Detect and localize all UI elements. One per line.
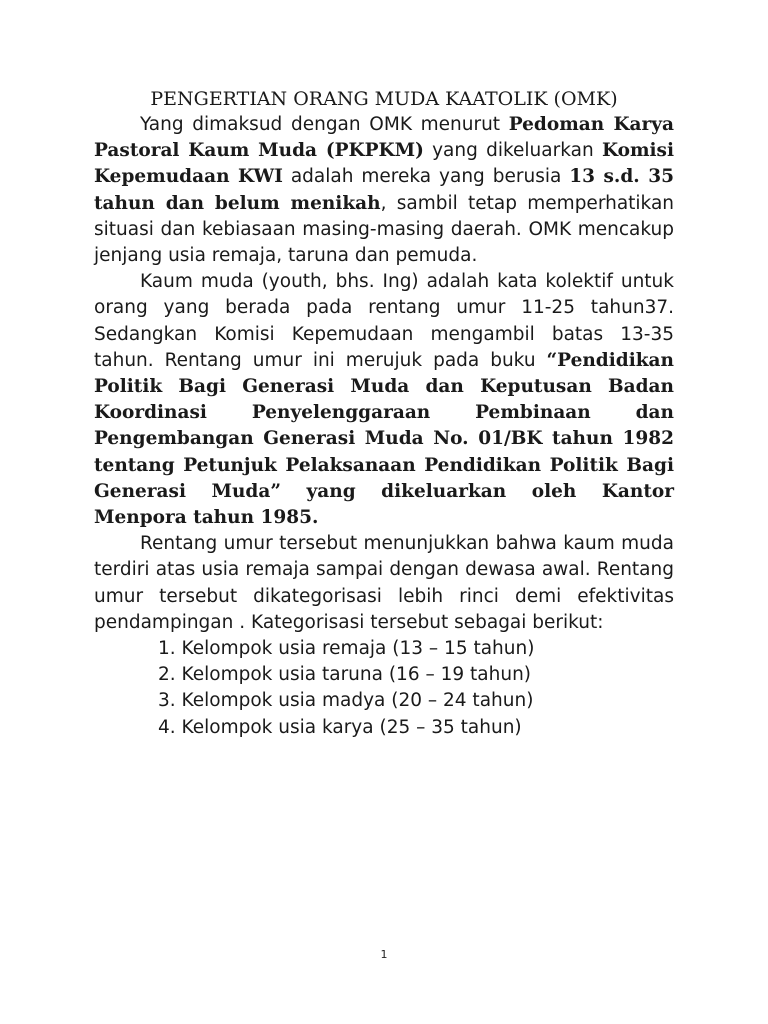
paragraph-age-range: Rentang umur tersebut menunjukkan bahwa kaum muda terdiri atas usia remaja sampai dengan dewasa awal. Rentang umur tersebut dikategorisasi lebih rinci demi efektivitas pendampingan . Kategorisasi tersebut sebagai berikut: xyxy=(94,533,674,633)
list-item: 1. Kelompok usia remaja (13 – 15 tahun) xyxy=(158,638,535,660)
bold-text-pkpkm: Pedoman Karya Pastoral Kaum Muda (PKPKM) xyxy=(94,114,674,162)
bold-text-book-reference: “Pendidikan Politik Bagi Generasi Muda dan Keputusan Badan Koordinasi Penyelenggaraan Pembinaan dan Pengembangan Generasi Muda No. 01/BK tahun 1982 tentang Petunjuk Pelaksanaan Pendidikan Politik Bagi Generasi Muda” yang dikeluarkan oleh Kantor Menpora tahun 1985. xyxy=(94,349,674,529)
page-number: 1 xyxy=(380,948,388,961)
list-item: 4. Kelompok usia karya (25 – 35 tahun) xyxy=(158,716,522,738)
document-title: PENGERTIAN ORANG MUDA KAATOLIK (OMK) xyxy=(150,88,618,110)
paragraph-text: Yang dimaksud dengan OMK menurut xyxy=(140,114,509,135)
list-item: 3. Kelompok usia madya (20 – 24 tahun) xyxy=(158,690,534,712)
age-category-list xyxy=(94,636,674,741)
list-item: 2. Kelompok usia taruna (16 – 19 tahun) xyxy=(158,664,532,686)
paragraph-omk-definition xyxy=(94,112,674,269)
paragraph-kaum-muda xyxy=(94,269,674,531)
bold-text-komisi: Komisi Kepemudaan KWI xyxy=(94,140,674,188)
document-body xyxy=(94,112,674,741)
paragraph-text: adalah mereka yang berusia xyxy=(282,166,570,188)
paragraph-text: , sambil tetap memperhatikan situasi dan kebiasaan masing-masing daerah. OMK mencakup jenjang usia remaja, taruna dan pemuda. xyxy=(94,192,675,267)
paragraph-text: Kaum muda (youth, bhs. Ing) adalah kata kolektif untuk orang yang berada pada rentang umur 11-25 tahun37. Sedangkan Komisi Kepemudaan mengambil batas 13-35 tahun. Rentang umur ini merujuk pada buku xyxy=(94,271,674,371)
paragraph-text: yang dikeluarkan xyxy=(423,140,602,162)
bold-text-age-range: 13 s.d. 35 tahun dan belum menikah xyxy=(94,166,674,214)
